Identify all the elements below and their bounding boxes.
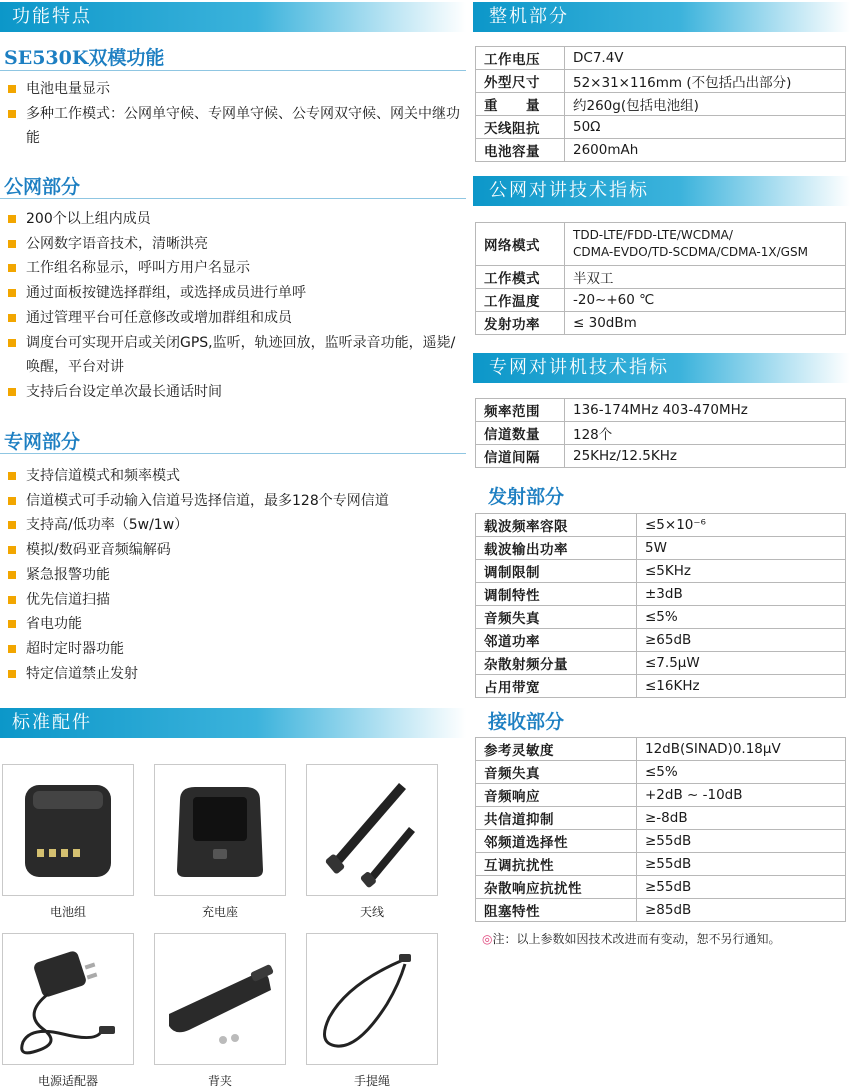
table-row: 邻频道选择性 ≥55dB [476, 830, 846, 853]
list-item: 特定信道禁止发射 [6, 662, 468, 687]
private-spec-banner: 专网对讲机技术指标 [473, 353, 850, 383]
dual-mode-title: SE530K双模功能 [4, 47, 165, 69]
list-item: 公网数字语音技术，清晰洪亮 [6, 232, 468, 257]
list-item: 省电功能 [6, 612, 468, 637]
list-item: 200个以上组内成员 [6, 207, 468, 232]
table-row: 天线阻抗 50Ω [476, 116, 846, 139]
battery-pack-label: 电池组 [49, 905, 86, 919]
table-row: 重 量 约260g(包括电池组) [476, 93, 846, 116]
dual-mode-list [6, 77, 468, 151]
charger-base-label: 充电座 [201, 905, 238, 919]
dual-mode-rule [0, 70, 466, 71]
list-item: 支持高/低功率（5w/1w） [6, 513, 468, 538]
table-row: 占用带宽 ≤16KHz [476, 675, 846, 698]
table-row: 阻塞特性 ≥85dB [476, 899, 846, 922]
belt-clip-icon [155, 934, 285, 1064]
table-row: 信道间隔 25KHz/12.5KHz [476, 445, 846, 468]
table-row: 工作电压 DC7.4V [476, 47, 846, 70]
footnote [482, 930, 848, 947]
private-net-title: 专网部分 [4, 431, 81, 453]
table-row: 外型尺寸 52×31×116mm (不包括凸出部分) [476, 70, 846, 93]
list-item: 超时定时器功能 [6, 637, 468, 662]
list-item: 工作组名称显示，呼叫方用户名显示 [6, 256, 468, 281]
table-row: 杂散射频分量 ≤7.5μW [476, 652, 846, 675]
charger-base-box [154, 764, 286, 896]
table-row: 音频失真 ≤5% [476, 761, 846, 784]
antenna-label: 天线 [359, 905, 384, 919]
public-net-title: 公网部分 [4, 176, 81, 198]
charger-base-icon [155, 765, 285, 895]
public-net-rule [0, 198, 466, 199]
battery-pack-box [2, 764, 134, 896]
receive-table [475, 737, 846, 922]
whole-unit-table [475, 46, 846, 162]
list-item: 通过面板按键选择群组，或选择成员进行单呼 [6, 281, 468, 306]
table-row: 共信道抑制 ≥-8dB [476, 807, 846, 830]
public-spec-banner: 公网对讲技术指标 [473, 176, 850, 206]
whole-unit-banner: 整机部分 [473, 2, 850, 32]
table-row: 信道数量 128个 [476, 422, 846, 445]
power-adapter-icon [3, 934, 133, 1064]
list-item: 通过管理平台可任意修改或增加群组和成员 [6, 306, 468, 331]
power-adapter-label: 电源适配器 [37, 1074, 98, 1088]
list-item: 优先信道扫描 [6, 588, 468, 613]
wrist-strap-label: 手提绳 [353, 1074, 390, 1088]
transmit-title: 发射部分 [488, 486, 565, 508]
table-row: 音频失真 ≤5% [476, 606, 846, 629]
table-row: 音频响应 +2dB ~ -10dB [476, 784, 846, 807]
accessories-banner: 标准配件 [0, 708, 466, 738]
list-item: 电池电量显示 [6, 77, 468, 102]
transmit-table [475, 513, 846, 698]
belt-clip-box [154, 933, 286, 1065]
table-row: 网络模式 TDD-LTE/FDD-LTE/WCDMA/ CDMA-EVDO/TD-SCDMA/CDMA-1X/GSM [476, 223, 846, 266]
note-marker-icon: ◎ [482, 932, 493, 946]
antenna-box [306, 764, 438, 896]
public-spec-table [475, 222, 846, 335]
belt-clip-label: 背夹 [207, 1074, 232, 1088]
power-adapter-box [2, 933, 134, 1065]
table-row: 互调抗扰性 ≥55dB [476, 853, 846, 876]
battery-pack-icon [3, 765, 133, 895]
features-banner: 功能特点 [0, 2, 466, 32]
private-spec-table [475, 398, 846, 468]
public-net-list [6, 207, 468, 405]
private-net-list [6, 464, 468, 686]
list-item: 信道模式可手动输入信道号选择信道，最多128个专网信道 [6, 489, 468, 514]
table-row: 调制特性 ±3dB [476, 583, 846, 606]
antenna-icon [307, 765, 437, 895]
list-item: 支持信道模式和频率模式 [6, 464, 468, 489]
list-item: 模拟/数码亚音频编解码 [6, 538, 468, 563]
receive-title: 接收部分 [488, 711, 565, 733]
private-net-rule [0, 453, 466, 454]
table-row: 调制限制 ≤5KHz [476, 560, 846, 583]
table-row: 参考灵敏度 12dB(SINAD)0.18μV [476, 738, 846, 761]
table-row: 频率范围 136-174MHz 403-470MHz [476, 399, 846, 422]
table-row: 杂散响应抗扰性 ≥55dB [476, 876, 846, 899]
wrist-strap-icon [307, 934, 437, 1064]
table-row: 邻道功率 ≥65dB [476, 629, 846, 652]
list-item: 多种工作模式：公网单守候、专网单守候、公专网双守候、网关中继功能 [6, 102, 468, 151]
table-row: 工作温度 -20~+60 ℃ [476, 289, 846, 312]
list-item: 调度台可实现开启或关闭GPS,监听，轨迹回放，监听录音功能，遥毙/唤醒，平台对讲 [6, 331, 468, 380]
table-row: 发射功率 ≤ 30dBm [476, 312, 846, 335]
list-item: 支持后台设定单次最长通话时间 [6, 380, 468, 405]
footnote-text: 注：以上参数如因技术改进而有变动，恕不另行通知。 [492, 932, 781, 946]
table-row: 工作模式 半双工 [476, 266, 846, 289]
table-row: 载波频率容限 ≤5×10⁻⁶ [476, 514, 846, 537]
table-row: 载波输出功率 5W [476, 537, 846, 560]
list-item: 紧急报警功能 [6, 563, 468, 588]
table-row: 电池容量 2600mAh [476, 139, 846, 162]
wrist-strap-box [306, 933, 438, 1065]
